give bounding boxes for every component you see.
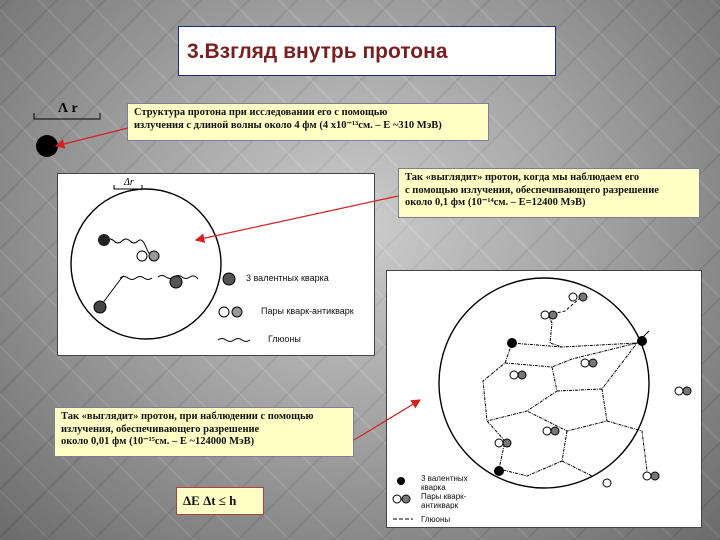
legend-valence-line-2: кварка (421, 483, 446, 492)
callout-1-line-2: излучения с длиной волны около 4 фм (4 х10⁻¹³см. – E ~310 МэВ) (134, 119, 442, 131)
proton-mid-svg (58, 174, 374, 355)
proton-diagram-right-panel (386, 270, 702, 528)
quark-pair (495, 439, 503, 447)
valence-quark (507, 338, 517, 348)
mid-delta-r-label: Δr (124, 177, 134, 188)
legend-pair-symbol (232, 307, 242, 317)
title-box (178, 26, 556, 76)
quark-pair (549, 311, 557, 319)
gluon-line (102, 276, 124, 304)
uncertainty-formula-box (176, 487, 264, 515)
legend-valence-symbol (397, 477, 405, 485)
legend-pair-symbol (402, 495, 410, 503)
callout-box-2 (398, 168, 700, 218)
legend-gluon-symbol (218, 339, 250, 342)
legend-valence-line-1: 3 валентных (421, 474, 468, 483)
quark-pair (149, 251, 159, 261)
quark-pair (589, 359, 597, 367)
valence-quark (494, 466, 504, 476)
callout-2-line-2: с помощью излучения, обеспечивающего разрешение (405, 184, 659, 196)
callout-3-line-1: Так «выглядит» протон, при наблюдении с помощью (61, 411, 314, 422)
proton-outline (71, 189, 221, 339)
quark-pair (510, 371, 518, 379)
proton-diagram-mid-panel (57, 173, 375, 356)
callout-3-line-3: около 0,01 фм (10⁻¹⁵см. – E ~124000 МэВ) (61, 436, 255, 447)
uncertainty-formula: ΔE Δt ≤ h (183, 493, 237, 508)
quark-pair (551, 427, 559, 435)
legend-pairs-line-2: антикварк (421, 501, 459, 510)
quark-pair (137, 251, 147, 261)
callout-2-line-1: Так «выглядит» протон, когда мы наблюдаем его (405, 172, 640, 183)
quark-pair (581, 359, 589, 367)
legend-pairs-line-1: Пары кварк- (421, 492, 467, 501)
valence-quark (94, 301, 106, 313)
legend-pairs-label (421, 492, 466, 510)
legend-pairs-label: Пары кварк-антикварк (261, 306, 354, 316)
callout-1-line-1: Структура протона при исследовании его с помощью (134, 107, 388, 118)
quark-pair (603, 479, 611, 487)
callout-3-line-2: излучения, обеспечивающего разрешение (61, 423, 260, 435)
quark-pair (543, 427, 551, 435)
callout-box-3 (54, 407, 354, 457)
legend-gluons-label: Глюоны (268, 334, 301, 344)
valence-quark (98, 234, 110, 246)
valence-quark (637, 336, 647, 346)
proton-outline (439, 278, 649, 488)
legend-valence-symbol (223, 273, 235, 285)
quark-pair (643, 472, 651, 480)
quark-pair (541, 311, 549, 319)
quark-pair (569, 293, 577, 301)
quark-pair (683, 387, 691, 395)
quark-pair (675, 387, 683, 395)
callout-box-1 (127, 103, 489, 141)
slide-title: 3.Взгляд внутрь протона (187, 40, 448, 63)
legend-valence-label: 3 валентных кварка (246, 273, 329, 283)
quark-pair (503, 439, 511, 447)
callout-2-line-3: около 0,1 фм (10⁻¹⁴см. – E=12400 МэВ) (405, 197, 586, 208)
valence-quark (170, 276, 182, 288)
proton-dot (36, 135, 58, 157)
quark-pair (518, 371, 526, 379)
legend-pair-symbol (219, 307, 229, 317)
quark-pair (651, 472, 659, 480)
legend-valence-label (421, 474, 468, 492)
gluon-line (120, 277, 152, 280)
quark-pair (579, 293, 587, 301)
small-proton-figure (28, 95, 108, 165)
legend-gluons-label: Глюоны (421, 515, 451, 524)
legend-pair-symbol (393, 495, 401, 503)
delta-r-label: Λ r (58, 101, 78, 116)
